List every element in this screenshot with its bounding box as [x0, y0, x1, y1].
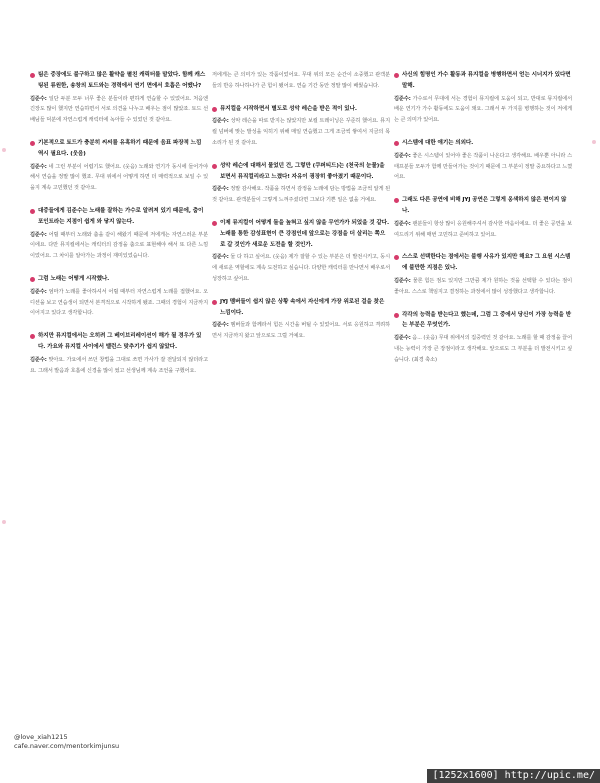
interview-answer	[30, 230, 208, 262]
answer-text: 일단 두분 모두 너무 좋은 분들이라 편하게 연습할 수 있었어요. 처음엔 긴장도 많이 했지만 연습하면서 서로 의견을 나누고 배우는 점이 많았죠. 토드 선배님들 덕분에 자연스럽게 캐릭터에 녹아들 수 있었던 것 같아요.	[30, 95, 208, 124]
answer-text: 가수로서 무대에 서는 경험이 뮤지컬에 도움이 되고, 반대로 뮤지컬에서 배운 연기가 가수 활동에도 도움이 돼요. 그래서 두 가지를 병행하는 것이 저에게는 큰 의미가 있어요.	[394, 95, 572, 124]
interview-answer	[30, 162, 208, 194]
question-text: 이제 뮤지컬이 어떻게 돌을 높혀고 싶지 않을 무언가가 되었을 것 같다. 노래를 통한 감성표현이 큰 강점인데 앞으로는 강점을 더 살리는 쪽으로 갈 것인가 새로운 도전을 할 것인가.	[220, 219, 390, 248]
credit-cafe-url[interactable]: cafe.naver.com/mentorkimjunsu	[14, 742, 120, 750]
interview-question	[212, 218, 390, 250]
margin-dot	[2, 520, 6, 524]
answer-text: 저에게는 큰 의미가 있는 작품이었어요. 무대 위의 모든 순간이 소중했고 관객분들의 반응 하나하나가 큰 힘이 됐어요. 연습 기간 동안 정말 많이 배웠습니다.	[212, 72, 390, 89]
answer-text: 어릴 때부터 노래와 춤을 같이 해왔기 때문에 저에게는 자연스러운 부분이에요. 다만 뮤지컬에서는 캐릭터의 감정을 춤으로 표현해야 해서 또 다른 느낌이었어요. 그 차이를 알아가는 과정이 재미있었습니다.	[30, 231, 208, 260]
interview-answer	[30, 355, 208, 377]
speaker-name: 김준수:	[394, 152, 411, 159]
answer-text: 팬분들이 항상 많이 응원해주셔서 감사한 마음이에요. 더 좋은 공연을 보여드리기 위해 매번 고민하고 준비하고 있어요.	[394, 220, 572, 238]
speaker-name: 김준수:	[30, 356, 47, 363]
answer-text: 물론 힘든 점도 있지만 그만큼 제가 원하는 것을 선택할 수 있다는 점이 좋아요. 스스로 책임지고 결정하는 과정에서 많이 성장했다고 생각합니다.	[394, 277, 572, 295]
interview-answer	[212, 116, 390, 148]
question-bullet-icon	[394, 198, 399, 203]
text-column-2	[212, 70, 390, 720]
question-text: 기본적으로 토드가 충분히 씨씨를 유혹하기 때문에 음표 파장적 느낌 역시 필요다. (웃음)	[38, 139, 202, 157]
interview-question	[30, 331, 208, 353]
question-text: 하지만 뮤지컬에서는 오히려 그 베이브리레이션이 해가 될 경우가 있다. 가요와 뮤지컬 사이에서 밸런스 맞추기가 쉽지 않았다.	[38, 333, 202, 350]
question-text: 스스로 선택한다는 점에서는 불행 사유가 있지만 해요? 그 요원 시스템에 불만한 지점은 있나.	[402, 254, 571, 272]
question-text: JYJ 멤버들이 쉽지 않은 상황 속에서 자신에게 가장 위로된 걸을 찾은 느낌이다.	[220, 298, 385, 316]
speaker-name: 김준수:	[394, 277, 411, 284]
interview-question	[30, 70, 208, 92]
question-text: 그럼 노래는 어떻게 시작했나.	[38, 275, 110, 282]
text-column-1	[30, 70, 208, 720]
question-bullet-icon	[394, 255, 399, 260]
question-bullet-icon	[212, 300, 217, 305]
answer-text: 정말 감사해요. 작품을 하면서 감정을 노래에 담는 방법을 조금씩 알게 된 것 같아요. 관객분들이 그렇게 느껴주셨다면 그보다 기쁜 일은 없을 거예요.	[212, 186, 390, 204]
interview-answer	[394, 333, 572, 365]
question-text: 사신의 힘명인 가수 활동과 뮤지컬을 병행하면서 얻는 시너지가 있다면 말해.	[402, 72, 571, 89]
speaker-name: 김준수:	[212, 322, 229, 329]
interview-question	[394, 252, 572, 274]
source-credit	[14, 733, 119, 751]
margin-dot	[592, 140, 596, 144]
question-bullet-icon	[394, 141, 399, 146]
interview-question	[212, 161, 390, 183]
question-text: 뮤지컬을 시작하면서 별도로 성악 레슨을 받은 적이 있나.	[220, 105, 357, 112]
question-bullet-icon	[30, 141, 35, 146]
question-bullet-icon	[212, 107, 217, 112]
interview-answer	[212, 320, 390, 342]
answer-text: 좋은 시스템이 있어야 좋은 작품이 나온다고 생각해요. 배우뿐 아니라 스태프분들 모두가 함께 만들어가는 것이기 때문에 그 부분이 정말 중요하다고 느꼈어요.	[394, 152, 572, 181]
speaker-name: 김준수:	[212, 118, 229, 125]
interview-question	[394, 138, 572, 149]
interview-question	[394, 195, 572, 217]
answer-text: 맞아요. 가요에서 쓰던 창법을 그대로 쓰면 가사가 잘 전달되지 않더라고요. 그래서 발음과 호흡에 신경을 많이 썼고 선생님께 계속 조언을 구했어요.	[30, 356, 208, 374]
question-bullet-icon	[394, 73, 399, 78]
speaker-name: 김준수:	[30, 288, 47, 295]
interview-question	[212, 297, 390, 319]
speaker-name: 김준수:	[394, 95, 411, 102]
question-text: 성악 레슨에 대해서 물었던 건, 그렇만 (쿠퍼티드)는 (천국의 눈물)을 보면서 뮤직컬리라고 느꼈다! 자유이 굉장히 좋아졌기 때문이다.	[220, 162, 385, 180]
question-bullet-icon	[30, 209, 35, 214]
answer-text: 성악 레슨을 따로 받지는 않았지만 보컬 트레이닝은 꾸준히 했어요. 뮤지컬 넘버에 맞는 발성을 익히기 위해 매일 연습했고 그게 조금씩 쌓여서 지금의 목소리가 된 것 같아요.	[212, 118, 390, 146]
interview-question	[30, 206, 208, 228]
speaker-name: 김준수:	[30, 95, 47, 102]
interview-question	[30, 274, 208, 285]
margin-dot	[2, 148, 6, 152]
speaker-name: 김준수:	[30, 163, 47, 170]
interview-question	[394, 70, 572, 92]
interview-answer	[394, 219, 572, 241]
interview-answer	[30, 287, 208, 319]
question-text: 팀은 중장에도 불구하고 많은 활약을 펼친 캐릭터를 맡았다. 함께 캐스팅된 류원한, 송창의 토드와는 경력에서 연기 면에서 호흡은 어땠나?	[38, 72, 206, 89]
interview-question	[212, 104, 390, 115]
answer-text: 엄마가 노래를 좋아하셔서 어릴 때부터 자연스럽게 노래를 접했어요. 오디션을 보고 연습생이 되면서 본격적으로 시작하게 됐죠. 그때의 경험이 지금까지 이어지고 있다고 생각합니다.	[30, 288, 208, 317]
answer-text: 음... (웃음) 무대 위에서의 집중력인 것 같아요. 노래를 할 때 감정을 끌어내는 능력이 가장 큰 장점이라고 생각해요. 앞으로도 그 부분을 더 발전시키고 싶습니다. (최경 축소)	[394, 335, 572, 363]
question-bullet-icon	[30, 277, 35, 282]
speaker-name: 김준수:	[212, 254, 229, 261]
text-column-3	[394, 70, 572, 720]
interview-answer	[212, 252, 390, 284]
question-text: 각각의 능력을 받는다고 했는데, 그럼 그 중에서 당신이 가장 능력을 받는 부분은 무엇인가.	[402, 311, 572, 329]
interview-answer	[30, 94, 208, 126]
speaker-name: 김준수:	[394, 220, 411, 227]
speaker-name: 김준수:	[212, 186, 229, 193]
interview-answer	[394, 94, 572, 126]
answer-text: 둘 다 하고 싶어요. (웃음) 제가 잘할 수 있는 부분은 더 발전시키고, 동시에 새로운 역할에도 계속 도전하고 싶습니다. 다양한 캐릭터를 만나면서 배우로서 성장하고 싶어요.	[212, 254, 390, 282]
question-text: 그래도 다른 공연에 비해 JYJ 공연은 그렇게 옹색하지 않은 편이지 않나.	[402, 197, 567, 214]
interview-answer	[212, 70, 390, 92]
interview-answer	[394, 151, 572, 183]
question-bullet-icon	[30, 334, 35, 339]
interview-answer	[394, 276, 572, 298]
speaker-name: 김준수:	[30, 231, 47, 238]
question-bullet-icon	[212, 221, 217, 226]
speaker-name: 김준수:	[394, 335, 411, 342]
answer-text: 네 그런 부분이 어렵기도 했어요. (웃음) 노래와 연기가 동시에 들어가야 해서 연습을 정말 많이 했죠. 무대 위에서 어떻게 하면 더 매력적으로 보일 수 있을지 계속 고민했던 것 같아요.	[30, 163, 208, 192]
interview-answer	[212, 184, 390, 206]
interview-question	[394, 310, 572, 332]
question-text: 대중들에게 김준수는 노래를 잘하는 가수로 알려져 있기 때문에, 춤이 포인트라는 지점이 쉽게 와 닿지 않는다.	[38, 207, 204, 225]
question-text: 시스템에 대한 얘기는 의외다.	[402, 139, 474, 146]
question-bullet-icon	[212, 164, 217, 169]
question-bullet-icon	[30, 73, 35, 78]
credit-handle: @love_xiah1215	[14, 733, 68, 741]
answer-text: 멤버들과 함께라서 힘든 시간을 버틸 수 있었어요. 서로 응원하고 격려하면서 지금까지 왔고 앞으로도 그럴 거예요.	[212, 322, 390, 340]
image-size-badge[interactable]: [1252x1600] http://upic.me/	[427, 769, 600, 783]
interview-question	[30, 138, 208, 160]
question-bullet-icon	[394, 313, 399, 318]
